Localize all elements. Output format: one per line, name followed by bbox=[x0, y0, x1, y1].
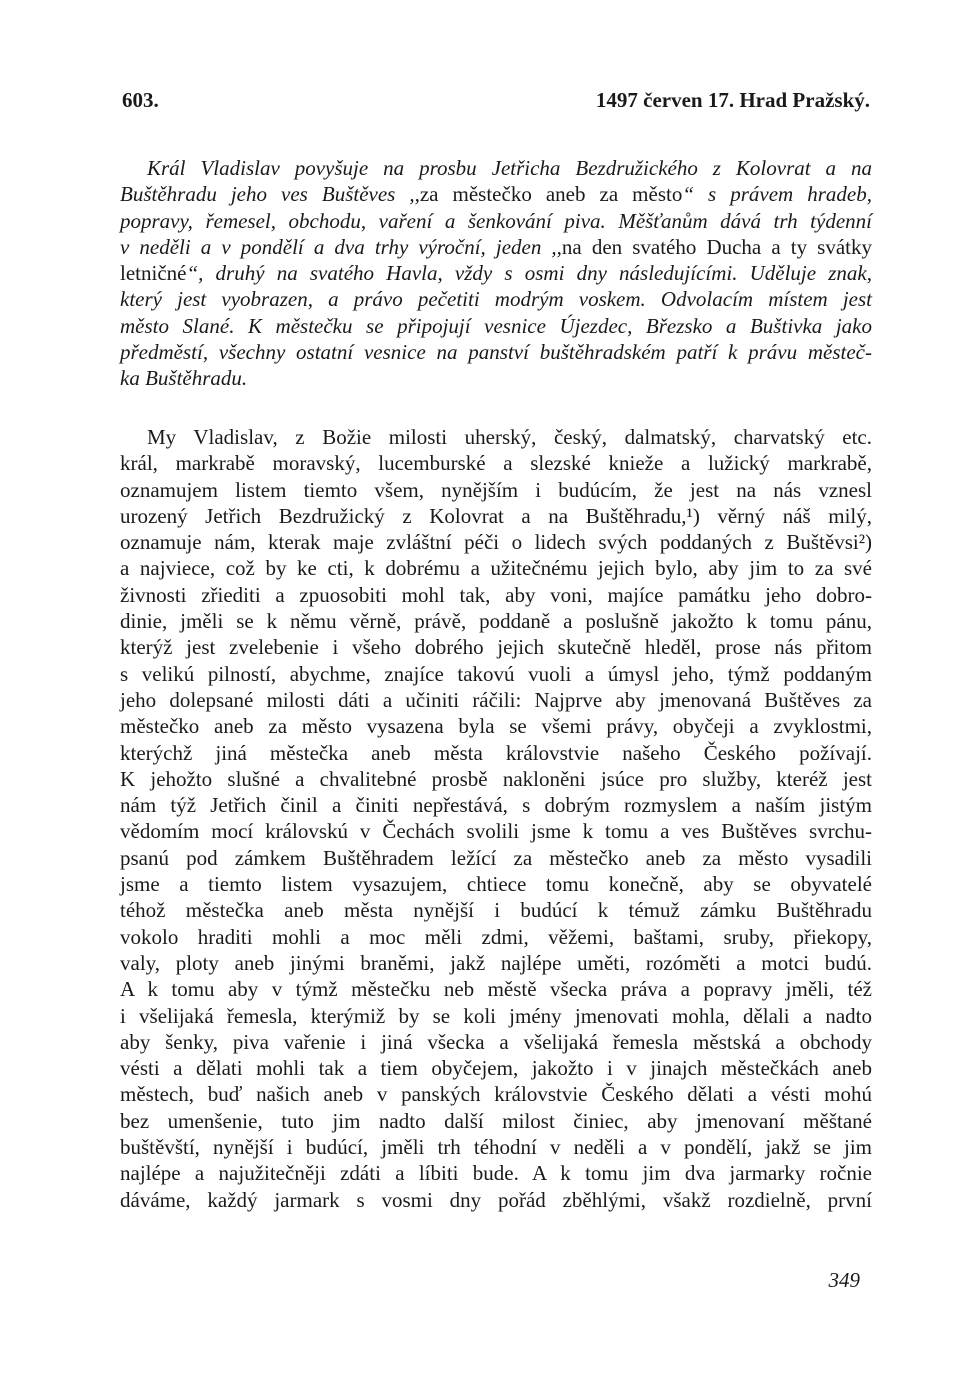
text-line: kterýchž jiná městečka aneb města královstvie našeho Českého požívají. bbox=[120, 740, 872, 765]
text-line: K jehožto slušné a chvalitebné prosbě nakloněni jsúce pro služby, kteréž jest bbox=[120, 766, 872, 791]
summary-line: letničné“, druhý na svatého Havla, vždy s osmi dny následujícími. Uděluje znak, bbox=[120, 261, 872, 286]
text-line: valy, ploty aneb jinými braněmi, jakž najlépe uměti, rozóměti a motci budú. bbox=[120, 950, 872, 975]
text-line: dinie, jměli se k němu věrně, právě, poddaně a poslušně jakožto k tomu pánu, bbox=[120, 609, 872, 634]
text-line: urozený Jetřich Bezdružický z Kolovrat a na Buštěhradu,¹) věrný náš milý, bbox=[120, 503, 872, 528]
text-line: aby šenky, piva vařenie i jiná všecka a všelijaká řemesla městská a obchody bbox=[120, 1029, 872, 1054]
text-line: kterýž jest zvelebenie i všeho dobrého jejich skutečně hleděl, prose nás přitom bbox=[120, 635, 872, 660]
summary-line: ka Buštěhradu. bbox=[120, 366, 248, 391]
text-line: i všelijaká řemesla, kterýmiž by se koli jmény jmenovati mohla, dělali a nadto bbox=[120, 1003, 872, 1028]
text-line: téhož městečka aneb města nynější i budúcí k témuž zámku Buštěhradu bbox=[120, 898, 872, 923]
text-line: nám týž Jetřich činil a činiti nepřestává, s dobrým rozmyslem a naším jistým bbox=[120, 793, 872, 818]
summary-line: v neděli a v pondělí a dva trhy výroční, jeden ,,na den svatého Ducha a ty svátky bbox=[120, 234, 872, 259]
summary-line: město Slané. K městečku se připojují vesnice Újezdec, Březsko a Buštivka jako bbox=[120, 313, 872, 338]
text-line: jsme a tiemto listem vysazujem, chtiece tomu konečně, aby se obyvatelé bbox=[120, 872, 872, 897]
text-line: bez umenšenie, tuto jim nadto další milost činiec, aby jmenovaní měštané bbox=[120, 1108, 872, 1133]
text-line: vésti a dělati mohli tak a tiem obyčejem, jakožto i v jinajch městečkách aneb bbox=[120, 1056, 872, 1081]
text-line: psanú pod zámkem Buštěhradem ležící za městečko aneb za město vysadili bbox=[120, 845, 872, 870]
charter-text bbox=[120, 424, 872, 1213]
regest-summary bbox=[120, 155, 872, 392]
summary-line: předměstí, všechny ostatní vesnice na panství buštěhradském patří k právu městeč- bbox=[120, 340, 872, 365]
text-line: živnosti zřiediti a zpuosobiti mohl tak, aby voni, majíce památku jeho dobro- bbox=[120, 582, 872, 607]
text-line: s velikú pilností, abychme, znajíce takovú vuoli a úmysl jeho, týmž poddaným bbox=[120, 661, 872, 686]
text-line: král, markrabě moravský, lucemburské a slezské knieže a lužický markrabě, bbox=[120, 451, 872, 476]
text-line: městech, buď našich aneb v panských královstvie Českého dělati a vésti mohú bbox=[120, 1082, 872, 1107]
text-line: vědomím mocí královskú v Čechách svolili jsme k tomu a ves Buštěves svrchu- bbox=[120, 819, 872, 844]
text-line: oznamuje nám, kterak maje zvláštní péči o lidech svých poddaných z Buštěvsi²) bbox=[120, 530, 872, 555]
text-line: My Vladislav, z Božie milosti uherský, český, dalmatský, charvatský etc. bbox=[147, 425, 872, 449]
text-line: dáváme, každý jarmark s vosmi dny pořád zběhlými, všakž rozdielně, první bbox=[120, 1187, 872, 1212]
summary-line: Buštěhradu jeho ves Buštěves ,,za městečko aneb za město“ s právem hradeb, bbox=[120, 182, 872, 207]
text-line: buštěvští, nynější i budúcí, jměli trh téhodní v neděli a v pondělí, jakž se jim bbox=[120, 1135, 872, 1160]
page-number: 349 bbox=[828, 1268, 860, 1292]
page-header bbox=[122, 88, 870, 118]
summary-line: popravy, řemesel, obchodu, vaření a šenkování piva. Měšťanům dává trh týdenní bbox=[120, 208, 872, 233]
text-line: A k tomu aby v týmž městečku neb městě všecka práva a popravy jměli, též bbox=[120, 977, 872, 1002]
summary-line: Král Vladislav povyšuje na prosbu Jetřicha Bezdružického z Kolovrat a na bbox=[147, 156, 872, 180]
summary-line: který jest vyobrazen, a právo pečetiti modrým voskem. Odvolacím místem jest bbox=[120, 287, 872, 312]
document-date-place: 1497 červen 17. Hrad Pražský. bbox=[595, 88, 870, 112]
text-line: vokolo hraditi mohli a moc měli zdmi, věžemi, baštami, sruby, přiekopy, bbox=[120, 924, 872, 949]
text-line: a najviece, což by ke cti, k dobrému a užitečnému jejich bylo, aby jim to za své bbox=[120, 556, 872, 581]
text-line: městečko aneb za město vysazena byla se všemi právy, obyčeji a zvyklostmi, bbox=[120, 714, 872, 739]
text-line: jeho dolepsané milosti dáti a učiniti ráčili: Najprve aby jmenovaná Buštěves za bbox=[120, 687, 872, 712]
document-number: 603. bbox=[122, 88, 159, 112]
text-line: oznamujem listem tiemto všem, nynějším i budúcím, že jest na nás vznesl bbox=[120, 477, 872, 502]
text-line: najlépe a najužitečněji zdáti a líbiti bude. A k tomu jim dva jarmarky ročnie bbox=[120, 1161, 872, 1186]
